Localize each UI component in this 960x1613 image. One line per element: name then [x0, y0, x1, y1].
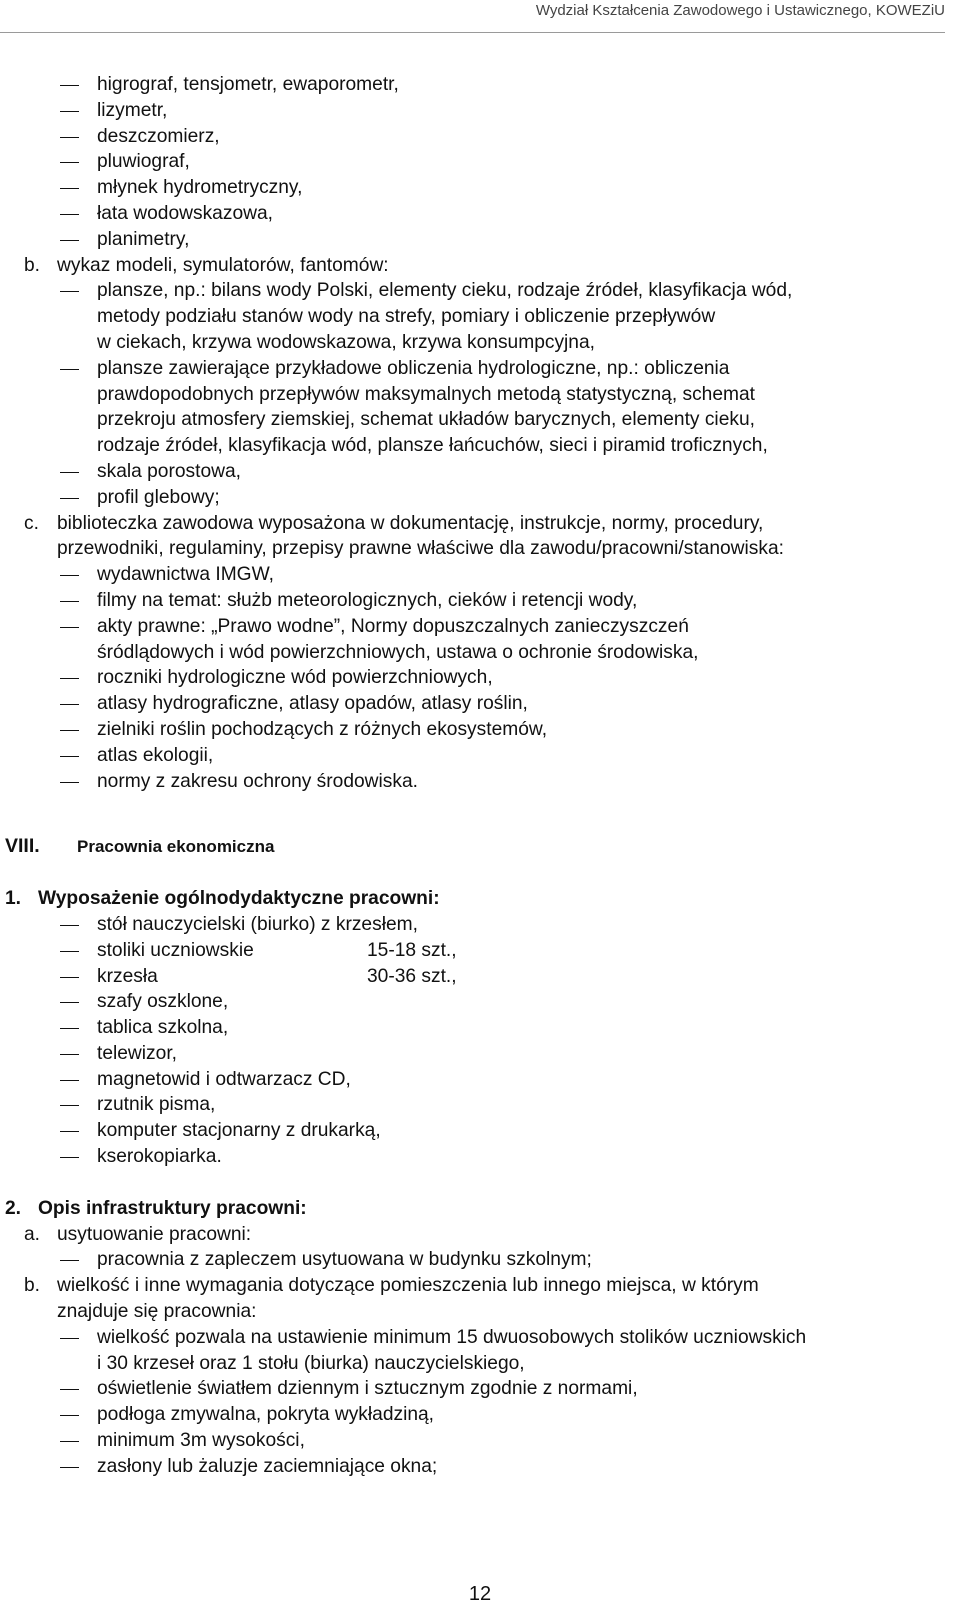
list-item: wydawnictwa IMGW,	[57, 562, 952, 588]
lettered-item-b	[24, 1273, 952, 1325]
list-item: podłoga zmywalna, pokryta wykładziną,	[57, 1402, 952, 1428]
line: akty prawne: „Prawo wodne”, Normy dopuszczalnych zanieczyszczeń	[97, 615, 689, 637]
list-item	[57, 1144, 952, 1170]
item-text: rzutnik pisma,	[97, 1094, 216, 1116]
list-item	[57, 356, 952, 459]
infrastructure-list	[57, 1325, 952, 1480]
list-item: roczniki hydrologiczne wód powierzchniowych,	[57, 665, 952, 691]
list-item: pluwiograf,	[57, 149, 952, 175]
item-text: tablica szkolna,	[97, 1017, 229, 1039]
general-equipment-list	[57, 912, 952, 1170]
list-item	[57, 1118, 952, 1144]
item-text: komputer stacjonarny z drukarką,	[97, 1120, 381, 1142]
list-item	[57, 989, 952, 1015]
list-item	[57, 614, 952, 666]
line: śródlądowych i wód powierzchniowych, ustawa o ochronie środowiska,	[97, 641, 699, 663]
item-text: telewizor,	[97, 1042, 177, 1064]
models-list	[57, 278, 952, 510]
list-item	[57, 964, 952, 990]
list-item: zasłony lub żaluzje zaciemniające okna;	[57, 1454, 952, 1480]
item-text: magnetowid i odtwarzacz CD,	[97, 1068, 351, 1090]
list-item: pracownia z zapleczem usytuowana w budynku szkolnym;	[57, 1247, 952, 1273]
subsection-heading	[5, 886, 952, 912]
subsection-title: Wyposażenie ogólnodydaktyczne pracowni:	[38, 888, 440, 910]
list-item: planimetry,	[57, 227, 952, 253]
subsection-heading	[5, 1196, 952, 1222]
list-item: lizymetr,	[57, 98, 952, 124]
page-header	[0, 0, 945, 33]
subsection-number: 1.	[5, 888, 22, 910]
line: w ciekach, krzywa wodowskazowa, krzywa konsumpcyjna,	[97, 331, 595, 353]
line: plansze, np.: bilans wody Polski, elementy cieku, rodzaje źródeł, klasyfikacja wód,	[97, 280, 793, 302]
line: znajduje się pracownia:	[57, 1301, 257, 1323]
line: metody podziału stanów wody na strefy, pomiary i obliczenie przepływów	[97, 306, 716, 328]
lettered-item-text: wykaz modeli, symulatorów, fantomów:	[57, 254, 389, 276]
letter-marker: b.	[24, 1275, 41, 1297]
line: przewodniki, regulaminy, przepisy prawne właściwe dla zawodu/pracowni/stanowiska:	[57, 538, 784, 560]
letter-marker: b.	[24, 254, 41, 276]
subsection-number: 2.	[5, 1197, 22, 1219]
item-text: stół nauczycielski (biurko) z krzesłem,	[97, 913, 418, 935]
list-item: zielniki roślin pochodzących z różnych ekosystemów,	[57, 717, 952, 743]
section-number: VIII.	[5, 835, 40, 858]
item-quantity: 30-36 szt.,	[367, 965, 457, 987]
lettered-item-a	[24, 1222, 952, 1248]
list-item	[57, 1041, 952, 1067]
document-body	[5, 72, 952, 1480]
library-list	[57, 562, 952, 794]
page-number: 12	[468, 1583, 492, 1605]
line: plansze zawierające przykładowe obliczenia hydrologiczne, np.: obliczenia	[97, 357, 730, 379]
section-heading	[5, 834, 952, 860]
header-text: Wydział Kształcenia Zawodowego i Ustawicznego, KOWEZiU	[535, 2, 945, 19]
list-item: higrograf, tensjometr, ewaporometr,	[57, 72, 952, 98]
list-item	[57, 1325, 952, 1377]
list-item: łata wodowskazowa,	[57, 201, 952, 227]
section-title: Pracownia ekonomiczna	[77, 837, 275, 857]
item-text: krzesła	[97, 965, 158, 987]
lettered-item-text: usytuowanie pracowni:	[57, 1223, 252, 1245]
item-text: kserokopiarka.	[97, 1146, 222, 1168]
list-item	[57, 912, 952, 938]
letter-marker: a.	[24, 1223, 41, 1245]
line: i 30 krzeseł oraz 1 stołu (biurka) nauczycielskiego,	[97, 1352, 525, 1374]
list-item: filmy na temat: służb meteorologicznych, cieków i retencji wody,	[57, 588, 952, 614]
subsection-title: Opis infrastruktury pracowni:	[38, 1197, 307, 1219]
list-item: skala porostowa,	[57, 459, 952, 485]
lettered-item-b	[24, 253, 952, 279]
line: rodzaje źródeł, klasyfikacja wód, plansze łańcuchów, sieci i piramid troficznych,	[97, 435, 768, 457]
letter-marker: c.	[24, 512, 39, 534]
item-quantity: 15-18 szt.,	[367, 939, 457, 961]
line: biblioteczka zawodowa wyposażona w dokumentację, instrukcje, normy, procedury,	[57, 512, 764, 534]
equipment-list-top	[57, 72, 952, 253]
list-item	[57, 1092, 952, 1118]
item-text: stoliki uczniowskie	[97, 939, 254, 961]
line: prawdopodobnych przepływów maksymalnych metodą statystyczną, schemat	[97, 383, 756, 405]
line: przekroju atmosfery ziemskiej, schemat układów barycznych, elementy cieku,	[97, 409, 755, 431]
lettered-item-c	[24, 511, 952, 563]
list-item: atlasy hydrograficzne, atlasy opadów, atlasy roślin,	[57, 691, 952, 717]
list-item: młynek hydrometryczny,	[57, 175, 952, 201]
list-item	[57, 1015, 952, 1041]
list-item	[57, 938, 952, 964]
list-item: profil glebowy;	[57, 485, 952, 511]
list-item: oświetlenie światłem dziennym i sztucznym zgodnie z normami,	[57, 1376, 952, 1402]
line: wielkość i inne wymagania dotyczące pomieszczenia lub innego miejsca, w którym	[57, 1275, 759, 1297]
list-item: normy z zakresu ochrony środowiska.	[57, 769, 952, 795]
list-item	[57, 278, 952, 355]
item-text: szafy oszklone,	[97, 991, 229, 1013]
list-item: deszczomierz,	[57, 124, 952, 150]
list-item: minimum 3m wysokości,	[57, 1428, 952, 1454]
list-item: atlas ekologii,	[57, 743, 952, 769]
line: wielkość pozwala na ustawienie minimum 15 dwuosobowych stolików uczniowskich	[97, 1326, 807, 1348]
list-item	[57, 1067, 952, 1093]
